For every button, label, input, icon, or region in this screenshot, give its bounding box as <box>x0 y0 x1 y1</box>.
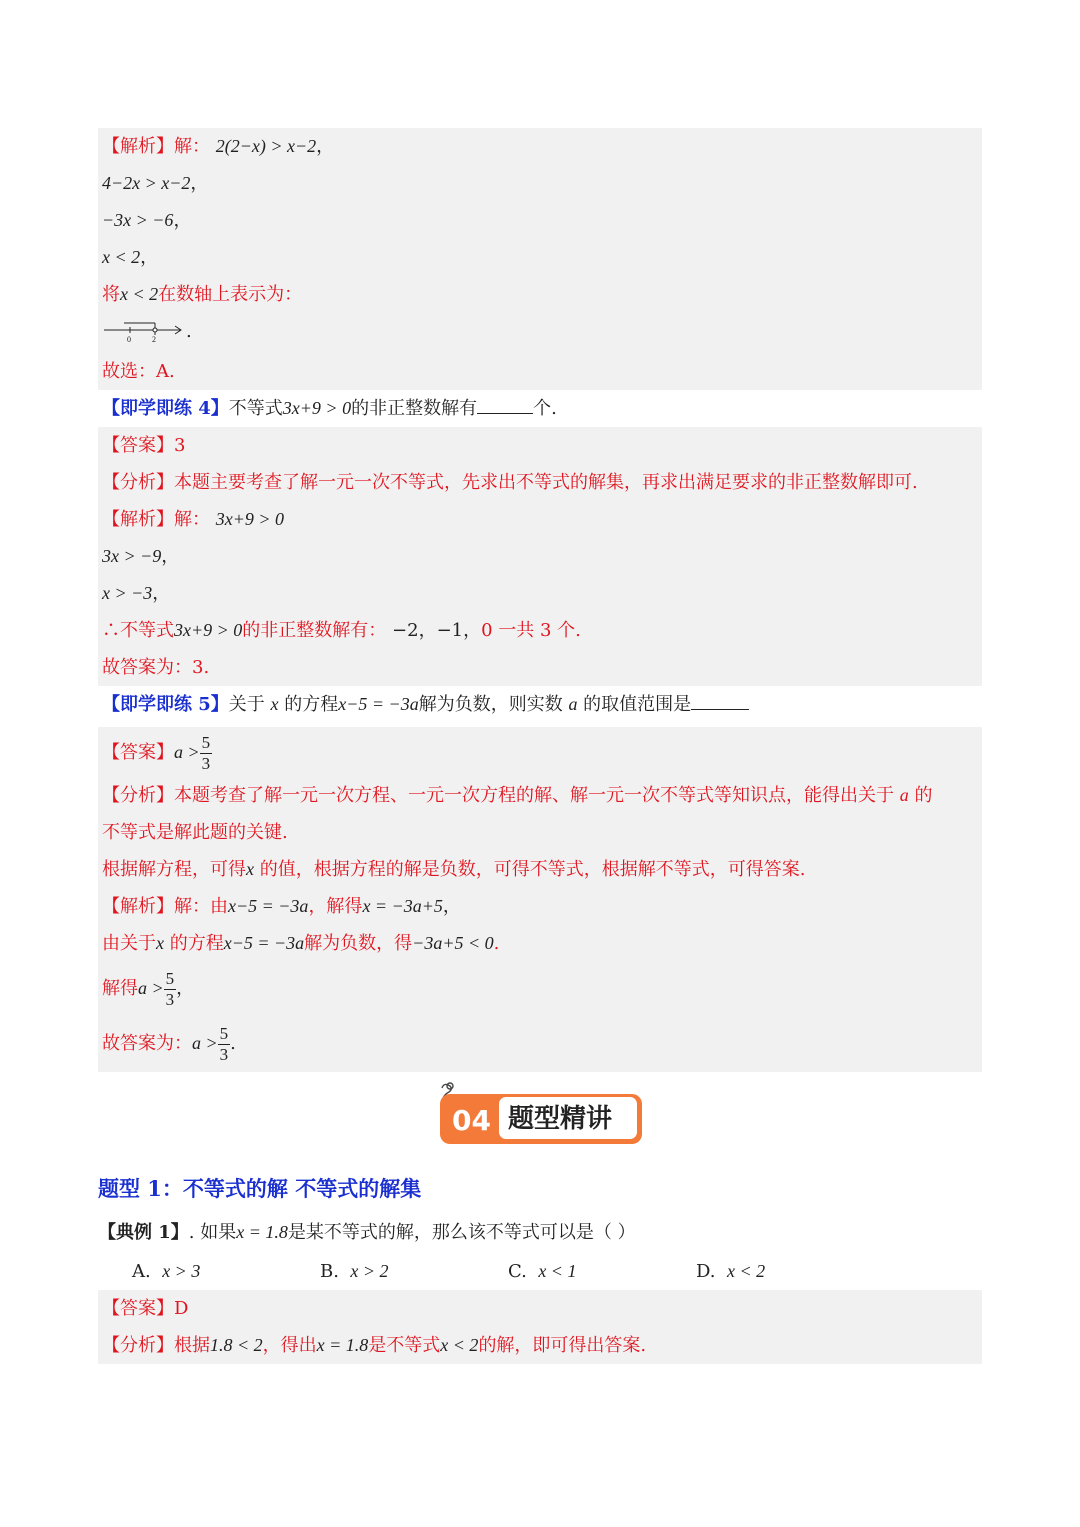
denominator: 3 <box>165 989 175 1009</box>
answer-tag: 【答案】 <box>102 1298 174 1319</box>
math-expr: x−5 = −3a <box>338 694 419 714</box>
punct: . <box>493 933 500 954</box>
option-b[interactable] <box>320 1252 508 1291</box>
math-expr: x > −3 <box>102 583 153 603</box>
fraction <box>200 733 213 774</box>
text: 是不等式 <box>368 1335 441 1356</box>
text: 由关于 <box>102 933 156 954</box>
section-banner <box>98 1072 982 1172</box>
analysis-text: 本题主要考查了解一元一次不等式，先求出不等式的解集，再求出满足要求的非正整数解即可. <box>174 472 918 493</box>
punct: ， <box>190 173 209 194</box>
example-1-solution <box>98 1290 982 1364</box>
solution-line-5: 故答案为：3. <box>102 657 210 678</box>
exercise-5-question <box>98 686 982 723</box>
solution-line-7: 故选：A. <box>102 361 175 382</box>
text: 个. <box>533 398 557 419</box>
punct: ， <box>152 583 171 604</box>
math-expr: x < 2 <box>120 284 159 304</box>
example-tag: 【典例 1】 <box>98 1222 189 1243</box>
text: 不等式 <box>228 398 283 419</box>
math-expr: 3x > −9 <box>102 546 162 566</box>
math-expr: a > <box>174 742 200 762</box>
solution-line-1 <box>102 888 978 925</box>
analysis-line-1 <box>102 777 978 814</box>
numerator: 5 <box>219 1023 229 1043</box>
analysis-line-2: 不等式是解此题的关键. <box>102 822 288 843</box>
answer-value: D <box>174 1298 189 1319</box>
punct: . <box>186 321 192 342</box>
analysis-line-3 <box>102 851 978 888</box>
answer-blank[interactable] <box>691 694 749 710</box>
text: 解为负数，得 <box>304 933 413 954</box>
answer-tag: 【答案】 <box>102 435 174 456</box>
text: ，解得 <box>308 896 363 917</box>
number-line-row <box>102 313 978 353</box>
text: 的非正整数解有： <box>242 620 387 641</box>
punct: ， <box>316 136 335 157</box>
number-line-diagram <box>102 321 186 343</box>
text: 的方程 <box>284 694 339 715</box>
exercise-tag: 【即学即练 4】 <box>102 398 229 419</box>
math-var: x <box>270 694 279 714</box>
text: 故答案为： <box>102 1033 192 1054</box>
text: ∴不等式 <box>102 620 174 641</box>
text: 解得 <box>102 978 138 999</box>
math-expr: 3x+9 > 0 <box>215 509 285 529</box>
math-expr: 3x+9 > 0 <box>282 398 352 418</box>
section-number: 04 <box>452 1104 491 1137</box>
answer-line <box>102 427 978 464</box>
math-var: x <box>156 933 164 953</box>
option-expr: x > 3 <box>162 1261 201 1281</box>
text: 在数轴上表示为： <box>158 284 303 305</box>
option-letter: D. <box>696 1261 716 1282</box>
analysis-tag: 【分析】 <box>102 785 174 806</box>
text: 的解，即可得出答案. <box>478 1335 647 1356</box>
text: 的值，根据方程的解是负数，可得不等式，根据解不等式，可得答案. <box>259 859 806 880</box>
math-expr: a > <box>138 978 164 998</box>
math-var: a <box>568 694 578 714</box>
text: . 如果 <box>188 1222 237 1243</box>
solution-line-5 <box>102 276 978 313</box>
solution-line-1 <box>102 501 978 538</box>
solution-tag: 【解析】 <box>102 509 174 530</box>
solution-label: 解： <box>174 509 210 530</box>
answer-blank[interactable] <box>477 398 533 414</box>
solution-line-3 <box>102 575 978 612</box>
section-label: 题型精讲 <box>508 1104 613 1134</box>
text: 根据解方程，可得 <box>102 859 246 880</box>
denominator: 3 <box>219 1044 229 1064</box>
text: 的方程 <box>169 933 224 954</box>
solution-line-3 <box>102 202 978 239</box>
document-page <box>98 128 982 1364</box>
text: 是某不等式的解，那么该不等式可以是（ ） <box>287 1222 636 1243</box>
axis-tick-2: 2 <box>152 335 156 343</box>
solution-label: 解：由 <box>174 896 228 917</box>
analysis-line <box>102 1327 978 1364</box>
answer-tag: 【答案】 <box>102 742 174 763</box>
option-d[interactable] <box>696 1252 884 1291</box>
exercise-tag: 【即学即练 5】 <box>102 694 229 715</box>
solution-line-2 <box>102 538 978 575</box>
math-expr: x−5 = −3a <box>223 933 305 953</box>
punct: ， <box>442 896 461 917</box>
text: 根据 <box>174 1335 210 1356</box>
math-var: a <box>899 785 909 805</box>
math-expr: 4−2x > x−2 <box>102 173 191 193</box>
example-1-question <box>98 1212 982 1252</box>
math-expr: 2(2−x) > x−2 <box>215 136 317 156</box>
option-expr: x < 2 <box>726 1261 766 1281</box>
answer-value: 3 <box>174 435 186 456</box>
axis-tick-0: 0 <box>127 335 131 343</box>
question-type-title: 题型 1：不等式的解 不等式的解集 <box>98 1176 422 1201</box>
math-expr: −3a+5 < 0 <box>412 933 494 953</box>
solution-line-4 <box>102 239 978 276</box>
option-letter: B. <box>320 1261 339 1282</box>
values: −2，−1， <box>392 620 482 641</box>
punct: ， <box>161 546 180 567</box>
math-expr: x−5 = −3a <box>228 896 309 916</box>
math-expr: x = −3a+5 <box>362 896 443 916</box>
math-expr: x < 2 <box>102 247 141 267</box>
math-var: x <box>246 859 254 879</box>
punct: ， <box>176 978 195 999</box>
solution-line-2 <box>102 165 978 202</box>
math-expr: x = 1.8 <box>316 1335 369 1355</box>
option-expr: x > 2 <box>350 1261 389 1281</box>
section-banner-badge <box>438 1082 644 1152</box>
option-letter: A. <box>132 1261 151 1282</box>
text: ，得出 <box>262 1335 317 1356</box>
numerator: 5 <box>165 968 175 988</box>
exercise-4-solution <box>98 427 982 686</box>
solution-tag: 【解析】 <box>102 136 174 157</box>
fraction <box>164 969 177 1010</box>
solution-label: 解： <box>174 136 210 157</box>
analysis-line <box>102 464 978 501</box>
solution-line-1 <box>102 128 978 165</box>
text: 解为负数，则实数 <box>418 694 563 715</box>
math-expr: a > <box>192 1033 218 1053</box>
option-row <box>98 1252 982 1290</box>
text: 的 <box>914 785 933 806</box>
text: 0 一共 3 个. <box>481 620 581 641</box>
option-expr: x < 1 <box>538 1261 577 1281</box>
solution-line-4 <box>102 612 978 649</box>
analysis-tag: 【分析】 <box>102 1335 174 1356</box>
option-a[interactable] <box>132 1252 320 1291</box>
solution-block-prev <box>98 128 982 390</box>
punct: . <box>230 1033 236 1054</box>
option-letter: C. <box>508 1261 527 1282</box>
answer-line <box>102 1290 978 1327</box>
math-expr: 3x+9 > 0 <box>174 620 243 640</box>
math-expr: 1.8 < 2 <box>210 1335 263 1355</box>
fraction <box>218 1024 231 1065</box>
text: 将 <box>102 284 120 305</box>
exercise-4-question <box>98 390 982 427</box>
exercise-5-solution <box>98 727 982 1072</box>
numerator: 5 <box>201 732 211 752</box>
answer-line <box>102 727 978 777</box>
math-expr: x < 2 <box>440 1335 479 1355</box>
math-expr: −3x > −6 <box>102 210 174 230</box>
solution-line-4 <box>102 1014 978 1072</box>
text: 关于 <box>228 694 265 715</box>
denominator: 3 <box>201 753 211 773</box>
text: 的非正整数解有 <box>351 398 478 419</box>
option-c[interactable] <box>508 1252 696 1291</box>
math-expr: x = 1.8 <box>236 1222 288 1242</box>
solution-line-2 <box>102 925 978 962</box>
solution-line-3 <box>102 962 978 1014</box>
analysis-text: 本题考查了解一元一次方程、一元一次方程的解、解一元一次不等式等知识点，能得出关于 <box>174 785 894 806</box>
punct: ， <box>140 247 159 268</box>
punct: ， <box>173 210 192 231</box>
text: 的取值范围是 <box>583 694 692 715</box>
solution-tag: 【解析】 <box>102 896 174 917</box>
analysis-tag: 【分析】 <box>102 472 174 493</box>
